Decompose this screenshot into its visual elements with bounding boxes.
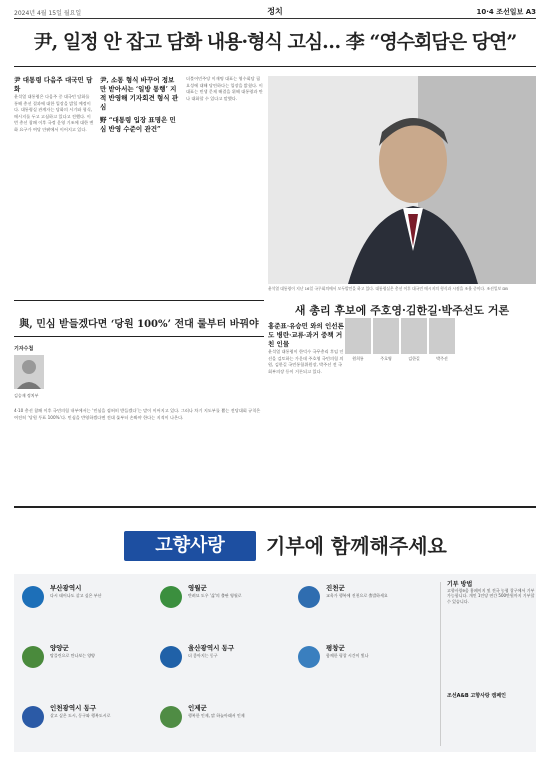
- story3-column-3: [460, 322, 536, 498]
- region-cell: [50, 704, 154, 719]
- region-emblem-icon: [22, 646, 44, 668]
- region-cell: [188, 704, 292, 719]
- story2-body: 4·10 총선 참패 이후 국민의힘 내부에서는 ‘민심을 겸허히 받들겠다’는 말이 이어지고 있다. 그러나 차기 지도부를 뽑는 전당대회 규칙은 여전히 ‘당원 투표 100%’다. 민심을 반영하겠다면 전대 룰부터 손봐야 한다는 지적이 나온다.: [14, 408, 261, 420]
- region-emblem-icon: [160, 646, 182, 668]
- ad-body: [14, 574, 536, 752]
- story3-body: 윤석열 대통령이 한덕수 국무총리 후임 인선을 검토하는 가운데 주호영 국민의힘 의원, 김한길 국민통합위원장, 박주선 전 국회부의장 등이 거론되고 있다.: [268, 349, 344, 374]
- reporter-name: 김승재 정치부: [14, 393, 39, 398]
- masthead: [14, 6, 536, 19]
- candidate-name-4: 박주선: [436, 356, 448, 361]
- side-title: 기부 방법: [447, 581, 473, 588]
- story3-column-1: [268, 322, 344, 498]
- region-cell: [188, 584, 292, 599]
- issue-date: 2024년 4월 15일 월요일: [14, 10, 82, 17]
- region-name: 인제군: [188, 704, 207, 712]
- region-name: 부산광역시: [50, 584, 82, 592]
- reporter-photo: [14, 355, 44, 389]
- region-cell: [188, 644, 292, 659]
- ad-header: [14, 508, 536, 574]
- region-name: 인천광역시 동구: [50, 704, 97, 712]
- candidate-photos: [345, 318, 455, 368]
- candidate-name-2: 주호영: [380, 356, 392, 361]
- candidate-name-1: 원희룡: [352, 356, 364, 361]
- region-desc: 교육가 행복에 진천으로 출발하세요: [326, 593, 388, 598]
- region-desc: 탕플린으로 만나보는 양양: [50, 653, 96, 658]
- region-cell: [326, 584, 430, 599]
- region-cell: [50, 644, 154, 659]
- region-name: 평창군: [326, 644, 345, 652]
- photo-caption: 윤석열 대통령이 지난 16일 국무회의에서 모두발언을 하고 있다. 대통령실은 총선 이후 대국민 메시지의 형식과 시점을 조율 중이다. 조선일보 DB: [268, 286, 508, 291]
- candidate-photo-2: [373, 318, 399, 354]
- ad-title: 기부에 함께해주세요: [266, 534, 447, 558]
- president-photo-art: [268, 76, 536, 284]
- region-name: 울산광역시 동구: [188, 644, 235, 652]
- region-desc: 다시 태어나도 살고 싶은 부산: [50, 593, 102, 598]
- region-cell: [50, 584, 154, 599]
- story1-bottom-rule: [14, 300, 264, 301]
- region-name: 진천군: [326, 584, 345, 592]
- story2-rule: [14, 336, 264, 337]
- candidate-name-3: 김한길: [408, 356, 420, 361]
- story2-headline: 與, 민심 받들겠다면 ‘당원 100%’ 전대 룰부터 바꿔야: [19, 319, 259, 330]
- headline-rule: [14, 66, 536, 67]
- region-cell: [326, 644, 430, 659]
- ad-sidebox: [440, 582, 535, 746]
- region-desc: 반려묘 도우 '삶'의 출판 영월로: [188, 593, 242, 598]
- story3-subhead: 홍준표·유승민 와의 인선론도 병란·교류·과거 중책 거친 인물: [268, 322, 344, 348]
- region-desc: 더 좋아지는 동구: [188, 653, 218, 658]
- story1-body-1: 윤석열 대통령은 다음주 중 대국민 담화를 통해 총선 결과에 대한 입장을 밝힐 예정이다. 대통령실 관계자는 담화의 시기와 형식, 메시지를 두고 고심하고 있다고 전했다. 이번 총선 참패 이후 국정 운영 기조에 대한 변화 요구가 여당 안팎에서 이어지고 있다.: [14, 94, 94, 132]
- story3-headline: 새 총리 후보에 주호영·김한길·박주선도 거론: [294, 304, 510, 317]
- section-title: 정치: [267, 6, 283, 16]
- region-emblem-icon: [22, 586, 44, 608]
- paper-name: 10·4 조선일보 A3: [476, 8, 536, 16]
- story1-column-3: [186, 76, 264, 300]
- region-emblem-icon: [22, 706, 44, 728]
- column-label: 기자수첩: [14, 346, 34, 352]
- story1-subhead-2: 尹, 소통 형식 바꾸어 정보만 받아서는 ‘일방 통행’ 지적 반영해 기자회견 형식 관심: [100, 76, 179, 111]
- region-emblem-icon: [298, 586, 320, 608]
- region-emblem-icon: [160, 586, 182, 608]
- ad-footer: 조선A&B 고향사랑 캠페인: [447, 693, 506, 699]
- candidate-photo-3: [401, 318, 427, 354]
- hometown-logo: 고향사랑: [124, 531, 256, 561]
- hometown-donation-ad: [14, 506, 536, 752]
- region-desc: 함께한 평창 시간이 빛나: [326, 653, 369, 658]
- side-text: 고향사랑e음 홈페이지 및 전국 농협 창구에서 기부 가능합니다. 개인 1인당 연간 500만원까지 기부할 수 있습니다.: [447, 587, 535, 604]
- region-name: 양양군: [50, 644, 69, 652]
- region-name: 영월군: [188, 584, 207, 592]
- candidate-photo-1: [345, 318, 371, 354]
- story1-body-2: 더불어민주당 이재명 대표는 영수회담 필요성에 대해 당연하다는 입장을 밝혔다. 이 대표는 민생 문제 해결을 위해 대통령과 만나 대화할 수 있다고 말했다.: [186, 76, 263, 101]
- region-desc: 행복한 인제, 맑 하늘아래서 인제: [188, 713, 245, 718]
- region-emblem-icon: [298, 646, 320, 668]
- president-photo: [268, 76, 536, 284]
- candidate-photo-4: [429, 318, 455, 354]
- main-headline: 尹, 일정 안 잡고 담화 내용·형식 고심… 李 “영수회담은 당연”: [33, 31, 517, 53]
- region-desc: 살고 싶은 도시, 동구와 행복도시로: [50, 713, 111, 718]
- story1-column-1: [14, 76, 94, 300]
- region-emblem-icon: [160, 706, 182, 728]
- story1-subhead-3: 野 “대통령 입장 표명은 민심 반영 수준이 관건”: [100, 116, 176, 133]
- column-byline: [14, 345, 66, 397]
- story1-subhead-1: 尹 대통령 다음주 대국민 담화: [14, 76, 93, 93]
- story1-column-2: [100, 76, 180, 300]
